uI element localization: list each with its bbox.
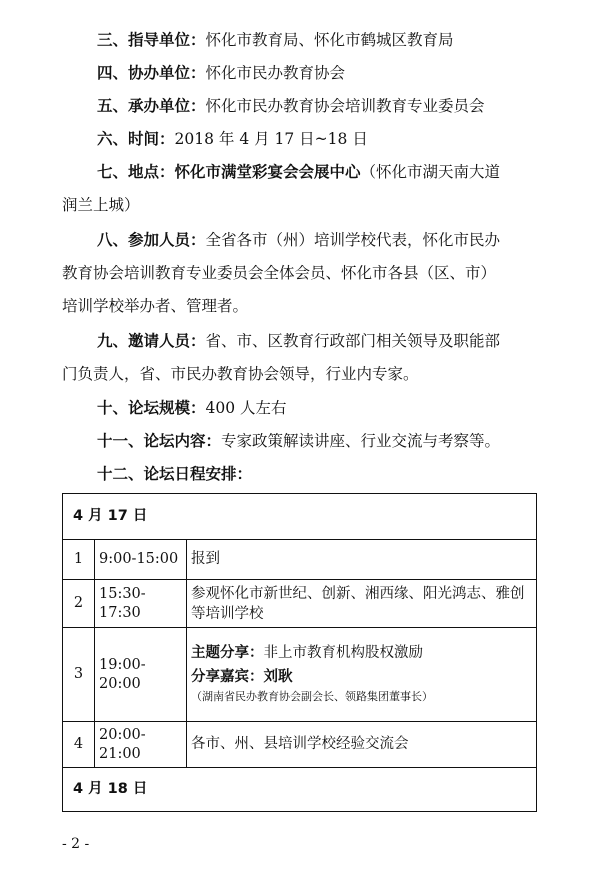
day-row <box>63 494 537 540</box>
section-4 <box>97 63 345 83</box>
day-1-header: 4 月 17 日 <box>63 494 537 540</box>
row-content: 各市、州、县培训学校经验交流会 <box>187 722 537 768</box>
section-12-label: 十二、论坛日程安排： <box>97 465 253 483</box>
row-content: 报到 <box>187 540 537 580</box>
section-8-cont1: 教育协会培训教育专业委员会全体会员、怀化市各县（区、市） <box>62 264 497 282</box>
section-3 <box>97 30 454 50</box>
row-number: 4 <box>63 722 95 768</box>
page-number: - 2 - <box>62 836 90 852</box>
row-time: 9:00-15:00 <box>95 540 187 580</box>
section-12 <box>97 464 252 484</box>
row-number: 2 <box>63 580 95 628</box>
section-10-label: 十、论坛规模： <box>97 399 206 417</box>
row-content <box>187 628 537 722</box>
guest-name: 刘耿 <box>263 668 293 685</box>
section-6-text: 2018 年 4 月 17 日~18 日 <box>174 130 368 148</box>
section-8-label: 八、参加人员： <box>97 231 206 249</box>
section-6-label: 六、时间： <box>97 130 175 148</box>
section-9-label: 九、邀请人员： <box>97 332 206 350</box>
row-time: 15:30-17:30 <box>95 580 187 628</box>
guest-note: （湖南省民办教育协会副会长、领路集团董事长） <box>191 689 433 703</box>
section-5-label: 五、承办单位： <box>97 97 206 115</box>
section-4-text: 怀化市民办教育协会 <box>205 64 346 82</box>
section-7-label: 七、地点： <box>97 163 175 181</box>
section-8 <box>97 230 500 250</box>
row-content: 参观怀化市新世纪、创新、湘西缘、阳光鸿志、雅创等培训学校 <box>187 580 537 628</box>
section-11-label: 十一、论坛内容： <box>97 432 222 450</box>
row-number: 1 <box>63 540 95 580</box>
guest-line <box>191 668 532 706</box>
table-row <box>63 540 537 580</box>
section-11 <box>97 431 500 451</box>
day-row <box>63 768 537 812</box>
section-8-text: 全省各市（州）培训学校代表，怀化市民办 <box>205 231 501 249</box>
section-8-cont2: 培训学校举办者、管理者。 <box>62 297 249 315</box>
section-3-label: 三、指导单位： <box>97 31 206 49</box>
guest-label: 分享嘉宾： <box>191 668 264 685</box>
row-time: 20:00-21:00 <box>95 722 187 768</box>
topic-label: 主题分享： <box>191 644 264 661</box>
section-11-text: 专家政策解读讲座、行业交流与考察等。 <box>221 432 501 450</box>
section-5 <box>97 96 485 116</box>
section-7 <box>97 162 500 182</box>
day-2-header: 4 月 18 日 <box>63 768 537 812</box>
section-6 <box>97 129 368 149</box>
section-9-text: 省、市、区教育行政部门相关领导及职能部 <box>205 332 501 350</box>
section-10-text: 400 人左右 <box>205 399 287 417</box>
topic-text: 非上市教育机构股权激励 <box>263 644 423 661</box>
section-5-text: 怀化市民办教育协会培训教育专业委员会 <box>205 97 485 115</box>
table-row <box>63 628 537 722</box>
table-row <box>63 580 537 628</box>
section-9-cont: 门负责人，省、市民办教育协会领导，行业内专家。 <box>62 365 419 383</box>
schedule-table <box>62 493 536 816</box>
row-time: 19:00-20:00 <box>95 628 187 722</box>
table-row <box>63 722 537 768</box>
section-7-text: （怀化市湖天南大道 <box>360 163 501 181</box>
section-9 <box>97 331 500 351</box>
section-7-cont: 润兰上城） <box>62 196 140 214</box>
section-10 <box>97 398 287 418</box>
section-3-text: 怀化市教育局、怀化市鹤城区教育局 <box>205 31 454 49</box>
row-number: 3 <box>63 628 95 722</box>
topic-line <box>191 644 532 663</box>
section-4-label: 四、协办单位： <box>97 64 206 82</box>
section-7-venue: 怀化市满堂彩宴会会展中心 <box>174 163 361 181</box>
